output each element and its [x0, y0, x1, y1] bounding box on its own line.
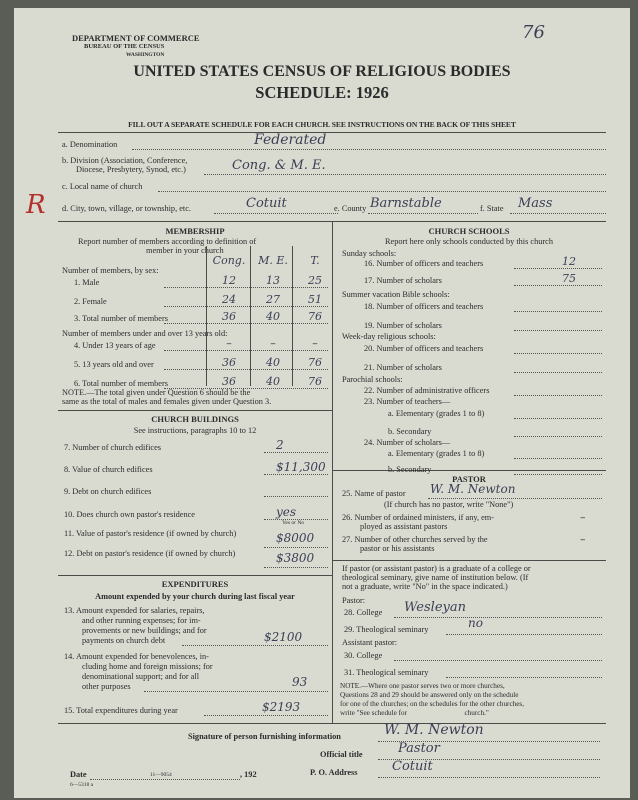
membership-col-line-2	[250, 246, 251, 386]
school-row-label: a. Elementary (grades 1 to 8)	[388, 449, 485, 458]
membership-row-label: 6. Total number of members	[74, 379, 168, 388]
state-value: Mass	[518, 196, 553, 211]
q25-line	[428, 498, 602, 499]
q14-line-4: other purposes	[82, 682, 131, 691]
membership-note-1: NOTE.—The total given under Question 6 should be the	[62, 388, 251, 397]
school-row-line	[514, 268, 602, 269]
q27-value: –	[580, 533, 586, 546]
membership-row-label: Number of members under and over 13 years old:	[62, 329, 228, 338]
state-line	[510, 213, 606, 214]
pastor-title: PASTOR	[452, 474, 486, 484]
membership-cell: 76	[308, 356, 322, 369]
membership-cell: 40	[266, 356, 280, 369]
school-row-line	[514, 311, 602, 312]
q27-line-1: 27. Number of other churches served by the	[342, 535, 488, 544]
city-label: d. City, town, village, or township, etc.	[62, 204, 191, 213]
bureau-name: BUREAU OF THE CENSUS	[84, 43, 165, 50]
header-divider	[58, 132, 606, 133]
membership-col-line-3	[292, 246, 293, 386]
q25-value: W. M. Newton	[430, 482, 516, 496]
official-title-value: Pastor	[398, 741, 440, 756]
school-row-label: 23. Number of teachers—	[364, 397, 451, 406]
q29-value: no	[468, 616, 483, 630]
yes-no-hint: Yes or No	[282, 520, 305, 526]
membership-cell: 40	[266, 310, 280, 323]
q28-label: 28. College	[344, 608, 383, 617]
school-row-label: a. Elementary (grades 1 to 8)	[388, 409, 485, 418]
building-row-line	[264, 547, 328, 548]
school-row-line	[514, 330, 602, 331]
building-row-line	[264, 452, 328, 453]
membership-cell: –	[270, 337, 276, 350]
schools-title: CHURCH SCHOOLS	[428, 226, 510, 236]
division-line	[204, 174, 606, 175]
q14-line-3: denominational support; and for all	[82, 672, 200, 681]
q31-line	[446, 677, 602, 678]
bureau-city: WASHINGTON	[126, 52, 165, 58]
margin-mark: R	[26, 190, 46, 220]
pastor-bottom-line	[332, 560, 606, 561]
date-year: , 192	[240, 770, 257, 779]
q14-value: 93	[292, 675, 308, 689]
building-row-label: 12. Debt on pastor's residence (if owned by church)	[64, 549, 236, 558]
city-value: Cotuit	[246, 196, 287, 211]
q15-label: 15. Total expenditures during year	[64, 706, 178, 715]
fill-out-instructions: FILL OUT A SEPARATE SCHEDULE FOR EACH CHURCH. SEE INSTRUCTIONS ON THE BACK OF THIS SHEET	[128, 120, 516, 129]
building-row-label: 8. Value of church edifices	[64, 465, 153, 474]
form-subtitle: SCHEDULE: 1926	[255, 83, 389, 102]
membership-cell: 24	[222, 293, 236, 306]
membership-cell: 36	[222, 310, 236, 323]
q29-line	[446, 634, 602, 635]
schools-bottom-line	[332, 470, 606, 471]
state-label: f. State	[480, 204, 504, 213]
membership-cell: 36	[222, 356, 236, 369]
multi-church-note-4: write "See schedule for church."	[340, 709, 489, 717]
membership-cell: 76	[308, 310, 322, 323]
school-row-label: Sunday schools:	[342, 249, 397, 258]
census-schedule-sheet	[14, 8, 630, 798]
school-row-label: Parochial schools:	[342, 375, 403, 384]
multi-church-note-2: Questions 28 and 29 should be answered only on the schedule	[340, 691, 519, 699]
multi-church-note-3: for one of the churches; on the schedules for the other churches,	[340, 700, 525, 708]
membership-row-label: 3. Total number of members	[74, 314, 168, 323]
form-number: 6—5318 a	[70, 782, 94, 788]
q15-line	[204, 715, 328, 716]
membership-cell: 27	[266, 293, 280, 306]
membership-row-label: 4. Under 13 years of age	[74, 341, 156, 350]
department-name: DEPARTMENT OF COMMERCE	[72, 33, 200, 43]
membership-cell: –	[226, 337, 232, 350]
building-row-value: $8000	[276, 531, 315, 545]
grid-bottom-line	[58, 723, 606, 724]
expenditures-title: EXPENDITURES	[161, 579, 229, 589]
denomination-value: Federated	[254, 132, 327, 148]
membership-sub-2: member in your church	[146, 246, 224, 255]
q13-line-1: 13. Amount expended for salaries, repairs,	[64, 606, 205, 615]
building-row-value: 2	[276, 438, 284, 452]
signature-value: W. M. Newton	[384, 722, 484, 738]
denomination-line	[132, 149, 606, 150]
school-row-label: b. Secondary	[388, 465, 432, 474]
q13-line-4: payments on church debt	[82, 636, 166, 645]
buildings-title: CHURCH BUILDINGS	[151, 414, 239, 424]
signature-label: Signature of person furnishing information	[188, 732, 341, 741]
membership-cell: 36	[222, 375, 236, 388]
buildings-bottom-line	[58, 575, 332, 576]
school-row-line	[514, 395, 602, 396]
assistant-pastor-label: Assistant pastor:	[342, 638, 398, 647]
date-line	[90, 779, 240, 780]
expenditures-sub: Amount expended by your church during last fiscal year	[95, 592, 295, 601]
school-row-label: 18. Number of officers and teachers	[364, 302, 484, 311]
schools-sub: Report here only schools conducted by this church	[385, 237, 553, 246]
school-row-label: Week-day religious schools:	[342, 332, 436, 341]
membership-col-head: Cong.	[212, 254, 246, 267]
graduate-note-3: not a graduate, write "No" in the space indicated.)	[342, 582, 508, 591]
q25-note: (If church has no pastor, write "None")	[384, 500, 514, 509]
q28-line	[394, 617, 602, 618]
q13-value: $2100	[264, 630, 303, 644]
building-row-value: yes	[276, 505, 297, 519]
school-row-line	[514, 458, 602, 459]
school-row-value: 75	[562, 272, 576, 285]
membership-row-line	[164, 287, 328, 288]
q26-line-1: 26. Number of ordained ministers, if any, em-	[342, 513, 494, 522]
po-address-value: Cotuit	[392, 759, 433, 774]
q30-line	[394, 660, 602, 661]
membership-cell: 40	[266, 375, 280, 388]
membership-title: MEMBERSHIP	[165, 226, 225, 236]
school-row-line	[514, 418, 602, 419]
membership-cell: 51	[308, 293, 322, 306]
pastor-label: Pastor:	[342, 596, 366, 605]
membership-col-head: M. E.	[258, 254, 288, 267]
q30-label: 30. College	[344, 651, 383, 660]
division-label-2: Diocese, Presbytery, Synod, etc.)	[76, 165, 186, 174]
q14-line-1: 14. Amount expended for benevolences, in-	[64, 652, 209, 661]
county-line	[368, 213, 478, 214]
membership-row-label: 1. Male	[74, 278, 100, 287]
school-row-line	[514, 353, 602, 354]
membership-row-line	[164, 350, 328, 351]
membership-col-line-1	[206, 246, 207, 386]
graduate-note-2: theological seminary, give name of institution below. (If	[342, 573, 529, 582]
school-row-label: 17. Number of scholars	[364, 276, 442, 285]
school-row-label: b. Secondary	[388, 427, 432, 436]
q26-value: –	[580, 511, 586, 524]
print-number: 11—9054	[150, 772, 172, 778]
q26-line-2: ployed as assistant pastors	[360, 522, 448, 531]
building-row-label: 11. Value of pastor's residence (if owned by church)	[64, 529, 237, 538]
official-title-label: Official title	[320, 750, 363, 759]
q31-label: 31. Theological seminary	[344, 668, 429, 677]
q13-line-3: provements or new buildings; and for	[82, 626, 207, 635]
membership-cell: 13	[266, 274, 280, 287]
membership-note-2: same as the total of males and females given under Question 3.	[62, 397, 272, 406]
q13-line	[182, 645, 328, 646]
membership-bottom-line	[58, 410, 332, 411]
school-row-line	[514, 372, 602, 373]
division-label-1: b. Division (Association, Conference,	[62, 156, 188, 165]
multi-church-note-1: NOTE.—Where one pastor serves two or more churches,	[340, 682, 505, 690]
membership-cell: 12	[222, 274, 236, 287]
date-label: Date	[70, 770, 87, 779]
membership-cell: –	[312, 337, 318, 350]
school-row-label: 22. Number of administrative officers	[364, 386, 490, 395]
building-row-label: 10. Does church own pastor's residence	[64, 510, 195, 519]
membership-row-label: Number of members, by sex:	[62, 266, 159, 275]
school-row-line	[514, 285, 602, 286]
membership-row-line	[164, 369, 328, 370]
building-row-value: $11,300	[276, 460, 326, 474]
q14-line	[144, 691, 328, 692]
q29-label: 29. Theological seminary	[344, 625, 429, 634]
school-row-label: Summer vacation Bible schools:	[342, 290, 450, 299]
po-address-line	[378, 777, 600, 778]
membership-cell: 76	[308, 375, 322, 388]
county-value: Barnstable	[370, 196, 442, 211]
county-label: e. County	[334, 204, 367, 213]
denomination-label: a. Denomination	[62, 140, 118, 149]
membership-row-label: 5. 13 years old and over	[74, 360, 154, 369]
building-row-label: 7. Number of church edifices	[64, 443, 161, 452]
local-name-label: c. Local name of church	[62, 182, 143, 191]
graduate-note-1: If pastor (or assistant pastor) is a graduate of a college or	[342, 564, 531, 573]
buildings-sub: See instructions, paragraphs 10 to 12	[133, 426, 257, 435]
membership-sub-1: Report number of members according to definition of	[78, 237, 257, 246]
school-row-label: 19. Number of scholars	[364, 321, 442, 330]
school-row-value: 12	[562, 255, 576, 268]
q13-line-2: and other running expenses; for im-	[82, 616, 201, 625]
membership-row-label: 2. Female	[74, 297, 107, 306]
page-number: 76	[522, 22, 545, 43]
q25-label: 25. Name of pastor	[342, 489, 406, 498]
q28-value: Wesleyan	[404, 600, 466, 615]
membership-row-line	[164, 323, 328, 324]
building-row-line	[264, 567, 328, 568]
building-row-label: 9. Debt on church edifices	[64, 487, 152, 496]
membership-row-line	[164, 306, 328, 307]
q14-line-2: cluding home and foreign missions; for	[82, 662, 213, 671]
school-row-label: 21. Number of scholars	[364, 363, 442, 372]
membership-col-head: T.	[310, 254, 320, 267]
form-title: UNITED STATES CENSUS OF RELIGIOUS BODIES	[133, 63, 511, 80]
po-address-label: P. O. Address	[310, 768, 358, 777]
building-row-line	[264, 474, 328, 475]
school-row-line	[514, 436, 602, 437]
division-value: Cong. & M. E.	[232, 158, 326, 173]
school-row-label: 24. Number of scholars—	[364, 438, 451, 447]
building-row-line	[264, 496, 328, 497]
school-row-label: 16. Number of officers and teachers	[364, 259, 484, 268]
school-row-label: 20. Number of officers and teachers	[364, 344, 484, 353]
city-line	[214, 213, 338, 214]
q15-value: $2193	[262, 700, 301, 714]
local-name-line	[158, 191, 606, 192]
building-row-value: $3800	[276, 551, 315, 565]
q27-line-2: pastor or his assistants	[360, 544, 435, 553]
membership-cell: 25	[308, 274, 322, 287]
